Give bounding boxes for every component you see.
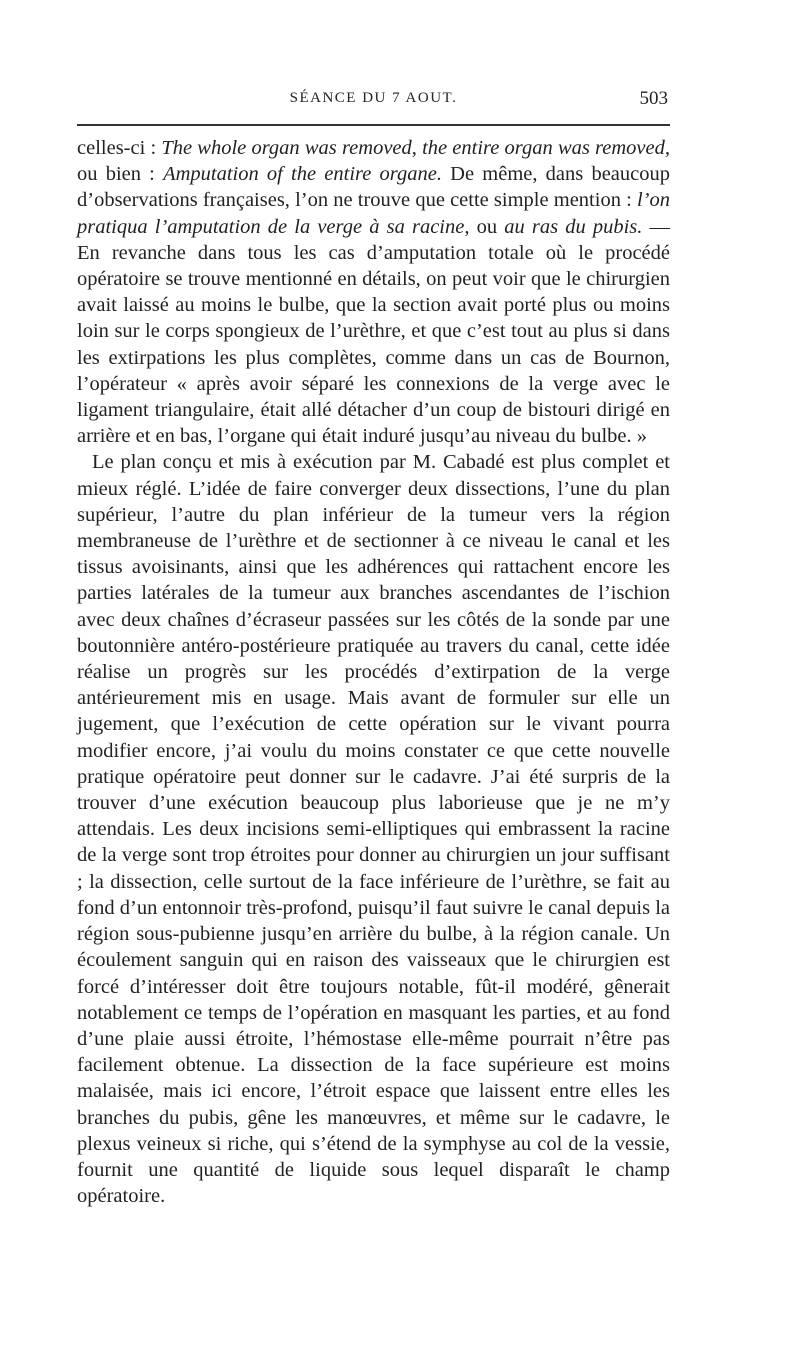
- p1-text-2: ,: [411, 137, 423, 159]
- paragraph-1: [77, 135, 670, 449]
- p1-italic-1: The whole organ was removed: [161, 137, 412, 159]
- p1-italic-5: au ras du pubis.: [504, 215, 643, 238]
- p1-italic-3: Amputation of the entire organe.: [163, 163, 442, 186]
- header-rule: [77, 124, 670, 126]
- p1-italic-2: the entire organ was removed,: [422, 137, 670, 159]
- p1-text-1: celles-ci :: [77, 137, 162, 159]
- p1-text-5: ou: [469, 215, 505, 238]
- page-number: 503: [639, 88, 668, 109]
- p1-italic-4: l’on pratiqua l’amputation de la verge à sa racine,: [77, 189, 670, 238]
- p1-text-4: De même, dans beaucoup d’observations françaises, l’on ne trouve que cette simple mention :: [77, 163, 670, 212]
- paragraph-2: Le plan conçu et mis à exécution par M. Cabadé est plus complet et mieux réglé. L’idée de faire converger deux dissections, l’une du plan supérieur, l’autre du plan inférieur de la tumeur vers la région membraneuse de l’urèthre et de sectionner à ce niveau le canal et les tissus avoisinants, ainsi que les adhérences qui rattachent encore les parties latérales de la tumeur aux branches ascendantes de l’ischion avec deux chaînes d’écraseur passées sur les côtés de la sonde par une boutonnière antéro-postérieure pratiquée au travers du canal, cette idée réalise un progrès sur les procédés d’extirpation de la verge antérieurement mis en usage. Mais avant de formuler sur elle un jugement, que l’exécution de cette opération sur le vivant pourra modifier encore, j’ai voulu du moins constater ce que cette nouvelle pratique opératoire peut donner sur le cadavre. J’ai été surpris de la trouver d’une exécution beaucoup plus laborieuse que je ne m’y attendais. Les deux incisions semi-elliptiques qui embrassent la racine de la verge sont trop étroites pour donner au chirurgien un jour suffisant ; la dissection, celle surtout de la face inférieure de l’urèthre, se fait au fond d’un entonnoir très-profond, puisqu’il faut suivre le canal depuis la région sous-pubienne jusqu’en arrière du bulbe, à la région canale. Un écoulement sanguin qui en raison des vaisseaux que le chirurgien est forcé d’intéresser doit être toujours notable, fût-il modéré, gênerait notablement ce temps de l’opération en masquant les parties, et au fond d’une plaie aussi étroite, l’hémostase elle-même pourrait n’être pas facilement obtenue. La dissection de la face supérieure est moins malaisée, mais ici encore, l’étroit espace que laissent entre elles les branches du pubis, gêne les manœuvres, et même sur le cadavre, le plexus veineux si riche, qui s’étend de la symphyse au col de la vessie, fournit une quantité de liquide sous lequel disparaît le champ opératoire.: [77, 451, 670, 1208]
- running-head-title: SÉANCE DU 7 AOUT.: [289, 90, 458, 106]
- body-text: [77, 135, 670, 1209]
- p1-text-3: ou bien :: [77, 163, 164, 186]
- p1-text-6: — En revanche dans tous les cas d’amputation totale où le procédé opératoire se trouve mentionné en détails, on peut voir que le chirurgien avait laissé au moins le bulbe, que la section avait porté plus ou moins loin sur le corps spongieux de l’urèthre, et que c’est tout au plus si dans les extirpations les plus complètes, comme dans un cas de Bournon, l’opérateur « après avoir séparé les connexions de la verge avec le ligament triangulaire, était allé détacher d’un coup de bistouri dirigé en arrière et en bas, l’organe qui était induré jusqu’au niveau du bulbe. »: [77, 215, 671, 448]
- running-head: [77, 88, 670, 112]
